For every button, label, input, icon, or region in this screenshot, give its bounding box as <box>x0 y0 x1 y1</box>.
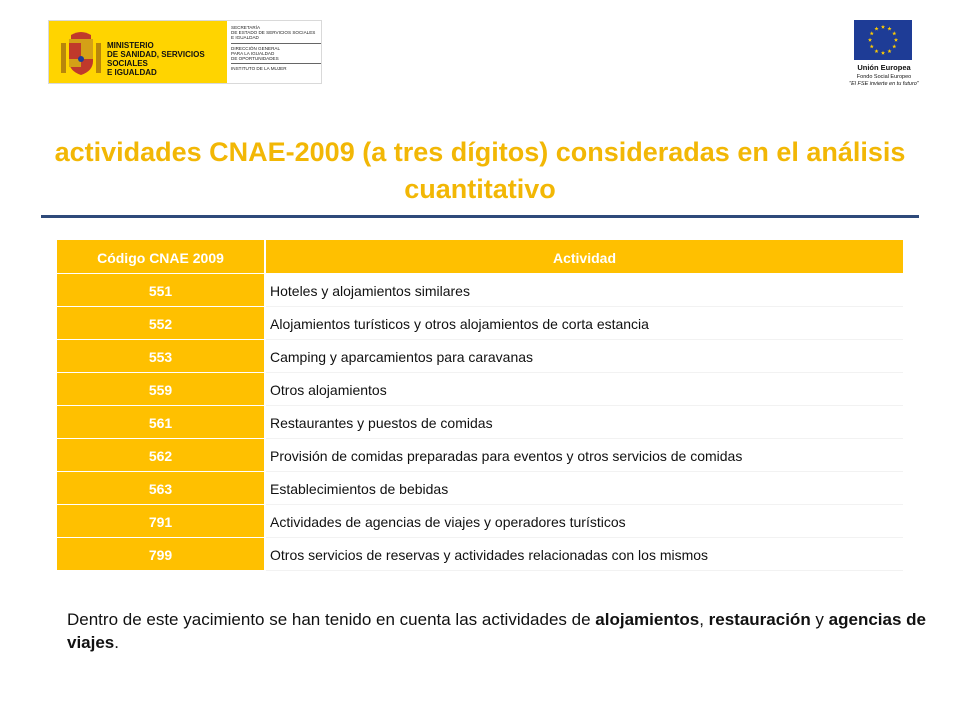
secretaria-label: SECRETARÍA DE ESTADO DE SERVICIOS SOCIALES E IGUALDAD <box>231 25 321 44</box>
note-bold-alojamientos: alojamientos <box>595 610 700 629</box>
header-activity: Actividad <box>265 240 903 273</box>
cell-activity: Actividades de agencias de viajes y operadores turísticos <box>265 504 903 537</box>
cell-activity: Provisión de comidas preparadas para eventos y otros servicios de comidas <box>265 438 903 471</box>
cell-code: 563 <box>57 471 265 504</box>
cell-code: 791 <box>57 504 265 537</box>
note-bold-agencias: agencias de viajes <box>67 610 926 652</box>
cell-code: 551 <box>57 273 265 306</box>
note-bold-restauracion: restauración <box>708 610 811 629</box>
ministry-logo-band <box>49 21 227 83</box>
ministry-logo <box>48 20 322 84</box>
eu-flag-icon <box>854 20 912 60</box>
cell-code: 562 <box>57 438 265 471</box>
table-row <box>57 504 903 537</box>
coat-of-arms-icon <box>59 29 103 77</box>
table-row <box>57 405 903 438</box>
ministry-name: MINISTERIO DE SANIDAD, SERVICIOS SOCIALES E IGUALDAD <box>107 41 205 77</box>
table-row <box>57 273 903 306</box>
note-text: y <box>810 610 829 629</box>
cell-activity: Alojamientos turísticos y otros alojamientos de corta estancia <box>265 306 903 339</box>
table-row <box>57 438 903 471</box>
note-text: Dentro de este yacimiento se han tenido en cuenta las actividades de <box>67 610 596 629</box>
analysis-note <box>67 608 927 654</box>
cell-activity: Restaurantes y puestos de comidas <box>265 405 903 438</box>
instituto-label: INSTITUTO DE LA MUJER <box>231 66 287 72</box>
cell-activity: Otros alojamientos <box>265 372 903 405</box>
cell-activity: Hoteles y alojamientos similares <box>265 273 903 306</box>
note-text: . <box>114 633 119 652</box>
cnae-table <box>57 240 903 571</box>
table-row <box>57 537 903 570</box>
cell-code: 561 <box>57 405 265 438</box>
cell-activity: Establecimientos de bebidas <box>265 471 903 504</box>
title-divider <box>41 215 919 218</box>
ministry-departments <box>231 25 321 75</box>
cell-code: 553 <box>57 339 265 372</box>
header-code: Código CNAE 2009 <box>57 240 265 273</box>
cell-code: 552 <box>57 306 265 339</box>
table-row <box>57 306 903 339</box>
table-row <box>57 339 903 372</box>
table-row <box>57 471 903 504</box>
cell-code: 559 <box>57 372 265 405</box>
eu-union-label: Unión Europea <box>857 63 911 72</box>
table-header-row <box>57 240 903 273</box>
cell-activity: Camping y aparcamientos para caravanas <box>265 339 903 372</box>
page-title: actividades CNAE-2009 (a tres dígitos) consideradas en el análisis cuantitativo <box>54 137 906 204</box>
eu-logo <box>836 18 932 94</box>
eu-motto-label: "El FSE invierte en tu futuro" <box>849 81 919 87</box>
cell-code: 799 <box>57 537 265 570</box>
direccion-label: DIRECCIÓN GENERAL PARA LA IGUALDAD DE OPORTUNIDADES <box>231 46 321 65</box>
table-row <box>57 372 903 405</box>
note-text: , <box>699 610 709 629</box>
eu-fund-label: Fondo Social Europeo <box>856 74 912 80</box>
cell-activity: Otros servicios de reservas y actividades relacionadas con los mismos <box>265 537 903 570</box>
